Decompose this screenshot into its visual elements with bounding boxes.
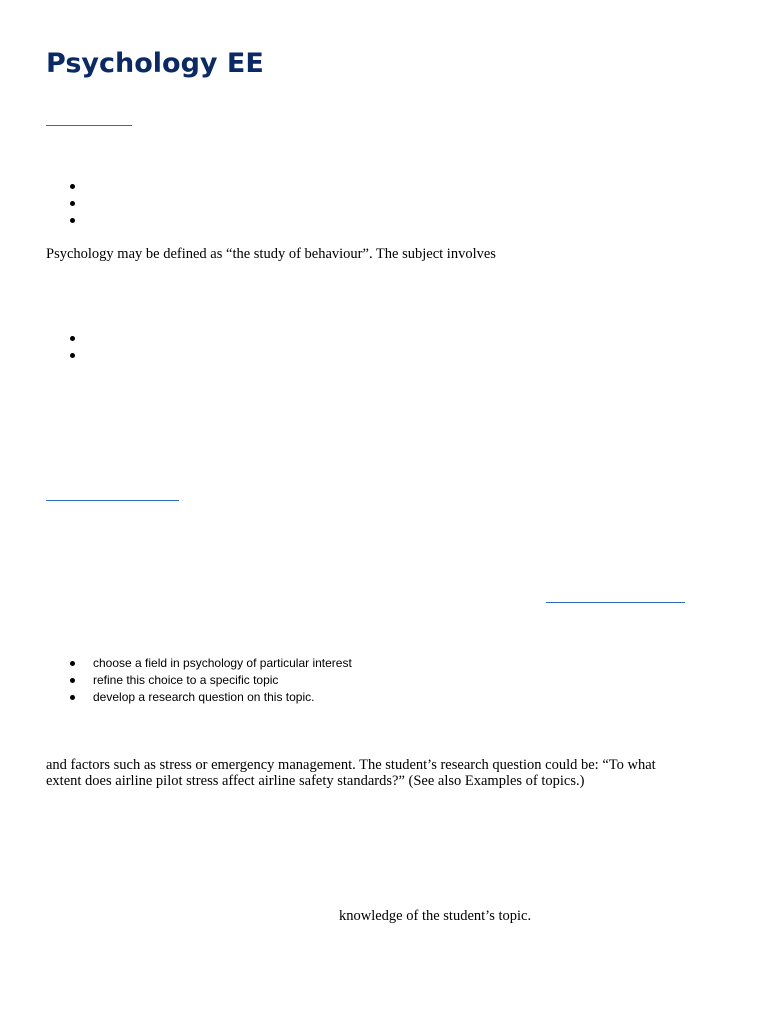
list-bullet xyxy=(70,218,75,223)
section-link-underline[interactable] xyxy=(46,500,179,501)
list-item-text: refine this choice to a specific topic xyxy=(93,673,279,687)
example-paragraph-line-1: and factors such as stress or emergency management. The student’s research question could be: “To what xyxy=(46,757,656,773)
list-bullet xyxy=(70,201,75,206)
knowledge-text: knowledge of the student’s topic. xyxy=(339,908,532,924)
list-item-text: choose a field in psychology of particular interest xyxy=(93,656,352,670)
bullet-icon xyxy=(70,695,75,700)
bullet-icon xyxy=(70,661,75,666)
list-bullet xyxy=(70,184,75,189)
heading-link-underline[interactable] xyxy=(46,125,132,126)
bullet-icon xyxy=(70,678,75,683)
page-title: Psychology EE xyxy=(46,48,264,79)
list-bullet xyxy=(70,336,75,341)
list-item xyxy=(70,655,352,672)
list-bullet xyxy=(70,353,75,358)
list-item xyxy=(70,689,352,706)
list-item xyxy=(70,672,352,689)
definition-paragraph: Psychology may be defined as “the study of behaviour”. The subject involves xyxy=(46,246,496,262)
example-paragraph-line-2: extent does airline pilot stress affect airline safety standards?” (See also Examples of topics.) xyxy=(46,773,585,789)
steps-list xyxy=(70,655,352,706)
list-item-text: develop a research question on this topic. xyxy=(93,690,315,704)
inline-link-underline[interactable] xyxy=(546,602,685,603)
